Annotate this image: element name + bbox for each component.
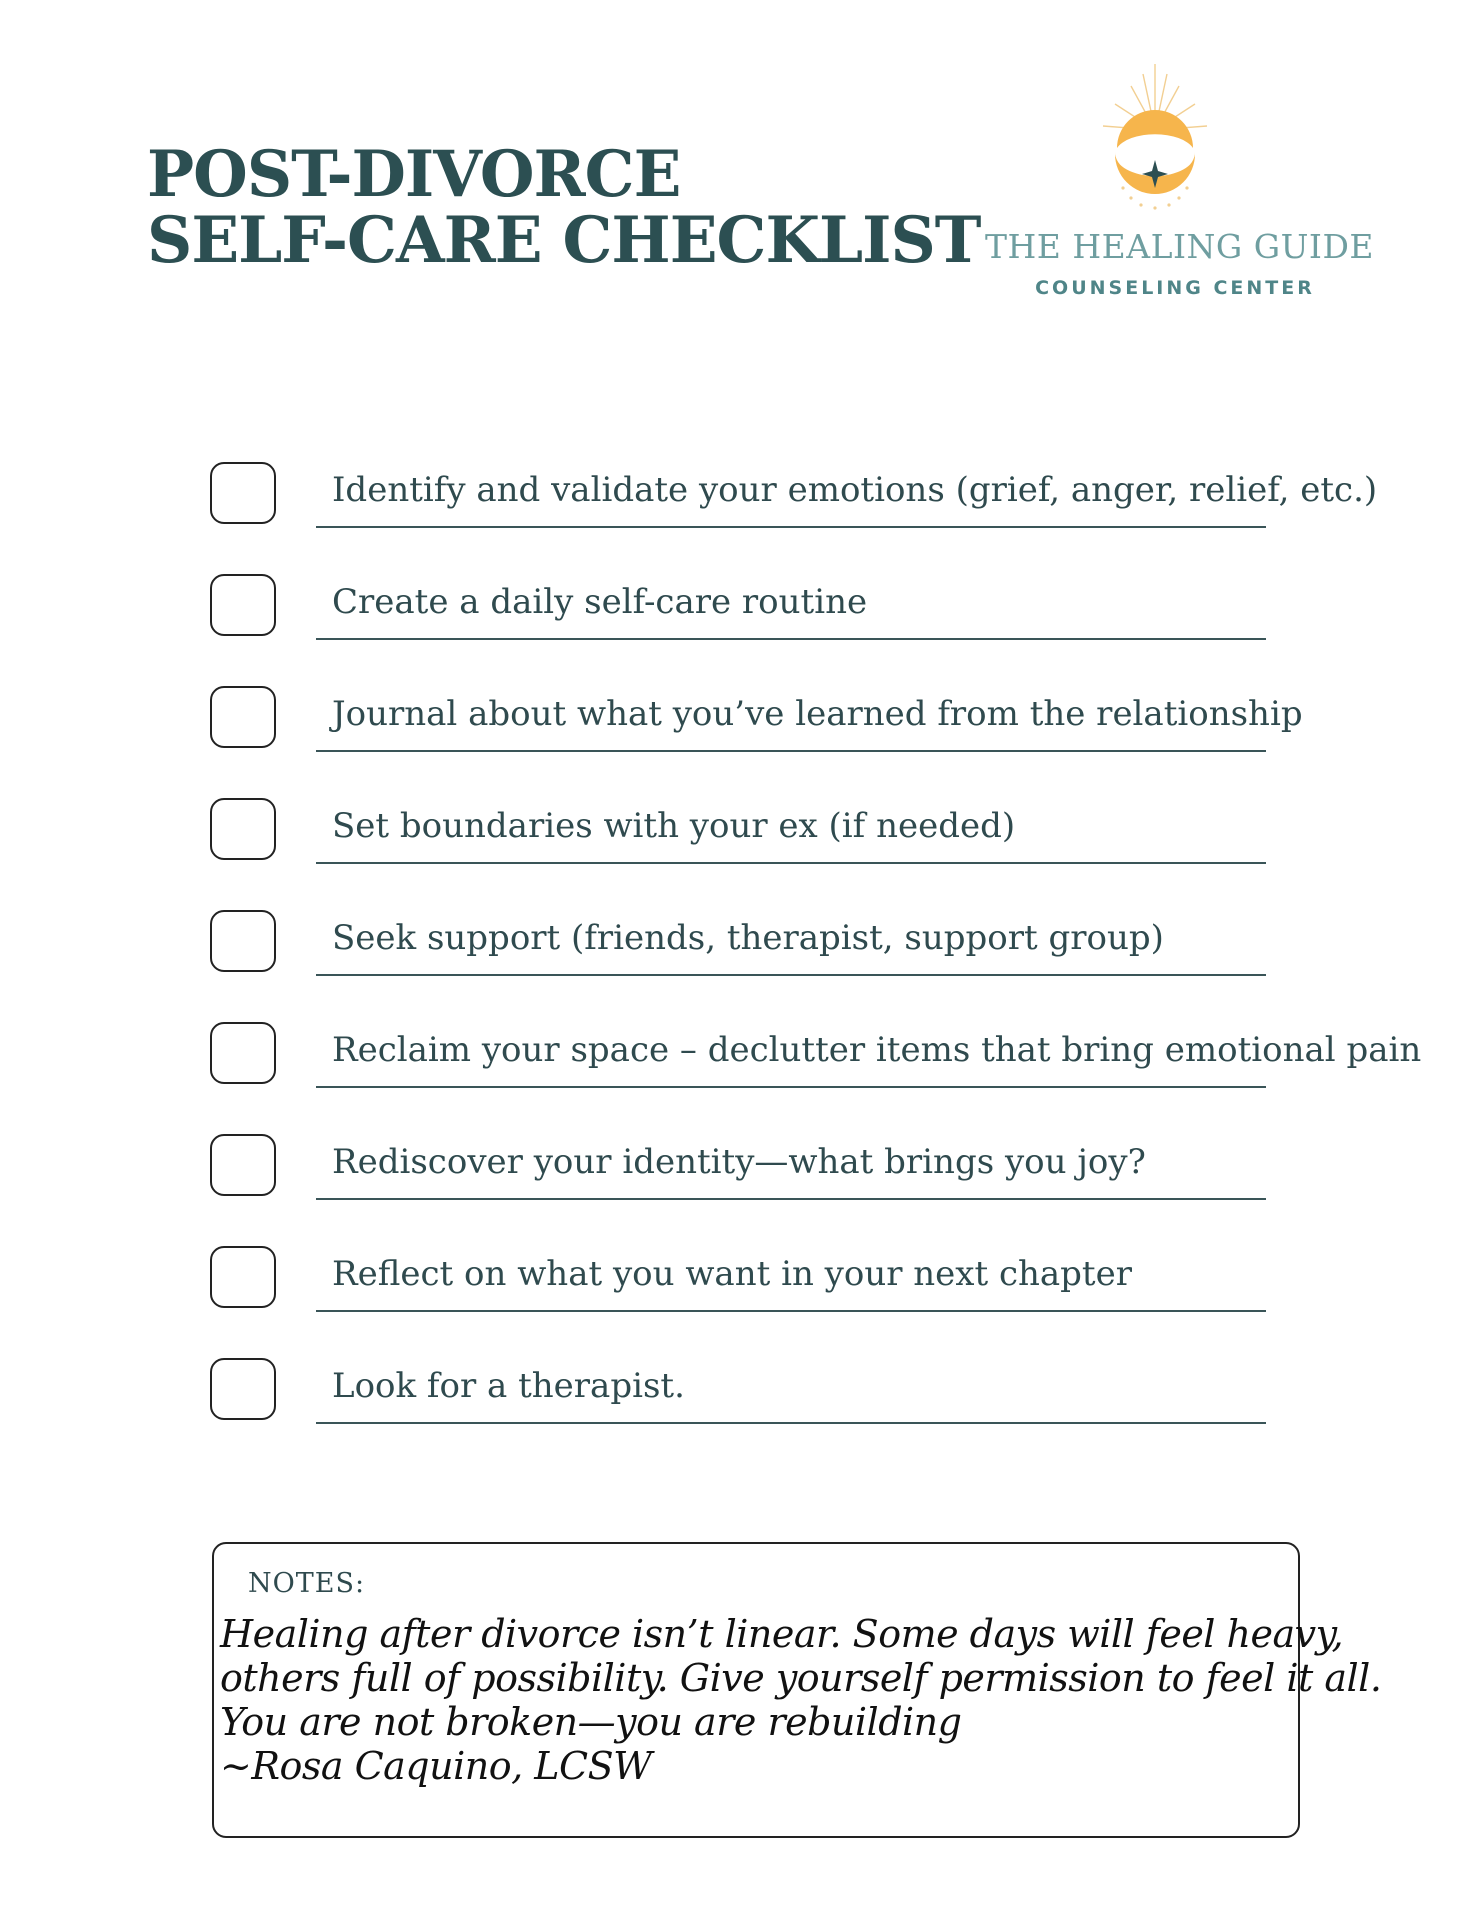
checklist-item-label: Reflect on what you want in your next chapter — [332, 1254, 1132, 1294]
notes-signature: ~Rosa Caquino, LCSW — [220, 1744, 652, 1788]
checklist-item — [210, 1246, 1360, 1336]
checkbox[interactable] — [210, 686, 276, 748]
checklist-item-label: Identify and validate your emotions (grief, anger, relief, etc.) — [332, 470, 1378, 510]
checklist-item-label: Create a daily self-care routine — [332, 582, 868, 622]
checklist-item — [210, 1134, 1360, 1224]
checkbox[interactable] — [210, 1022, 276, 1084]
checkbox[interactable] — [210, 574, 276, 636]
logo-name: THE HEALING GUIDE — [985, 227, 1374, 266]
writing-line — [316, 862, 1266, 864]
sun-star-icon — [1095, 60, 1215, 230]
writing-line — [316, 1422, 1266, 1424]
page-title — [147, 137, 981, 278]
writing-line — [316, 974, 1266, 976]
writing-line — [316, 526, 1266, 528]
writing-line — [316, 1198, 1266, 1200]
notes-line: Healing after divorce isn’t linear. Some days will feel heavy, — [220, 1612, 1344, 1656]
checkbox[interactable] — [210, 462, 276, 524]
checklist-item — [210, 798, 1360, 888]
writing-line — [316, 1086, 1266, 1088]
notes-handwritten-text — [220, 1612, 1382, 1788]
checkbox[interactable] — [210, 1134, 276, 1196]
checklist-item-label: Rediscover your identity—what brings you joy? — [332, 1142, 1146, 1182]
notes-line: others full of possibility. Give yourself permission to feel it all. — [220, 1656, 1382, 1700]
page-title-line-2: SELF-CARE CHECKLIST — [147, 203, 981, 278]
checklist-item-label: Journal about what you’ve learned from the relationship — [332, 694, 1303, 734]
checklist-item — [210, 910, 1360, 1000]
notes-label: NOTES: — [248, 1568, 366, 1599]
checklist-item — [210, 1358, 1360, 1448]
checkbox[interactable] — [210, 1246, 276, 1308]
writing-line — [316, 750, 1266, 752]
writing-line — [316, 638, 1266, 640]
checklist-item — [210, 462, 1378, 552]
checkbox[interactable] — [210, 910, 276, 972]
checkbox[interactable] — [210, 1358, 276, 1420]
checklist-item — [210, 574, 1360, 664]
logo-subtitle: COUNSELING CENTER — [1035, 277, 1315, 299]
checklist-item-label: Set boundaries with your ex (if needed) — [332, 806, 1016, 846]
checklist-item-label: Look for a therapist. — [332, 1366, 685, 1406]
checklist-item-label: Reclaim your space – declutter items that bring emotional pain — [332, 1030, 1422, 1070]
checklist-item-label: Seek support (friends, therapist, support group) — [332, 918, 1164, 958]
page-title-line-1: POST-DIVORCE — [147, 137, 681, 212]
notes-box[interactable] — [212, 1542, 1382, 1838]
checklist-item — [210, 686, 1360, 776]
counseling-center-logo — [985, 60, 1385, 310]
writing-line — [316, 1310, 1266, 1312]
notes-line: You are not broken—you are rebuilding — [220, 1700, 962, 1744]
checklist-item — [210, 1022, 1422, 1112]
checkbox[interactable] — [210, 798, 276, 860]
